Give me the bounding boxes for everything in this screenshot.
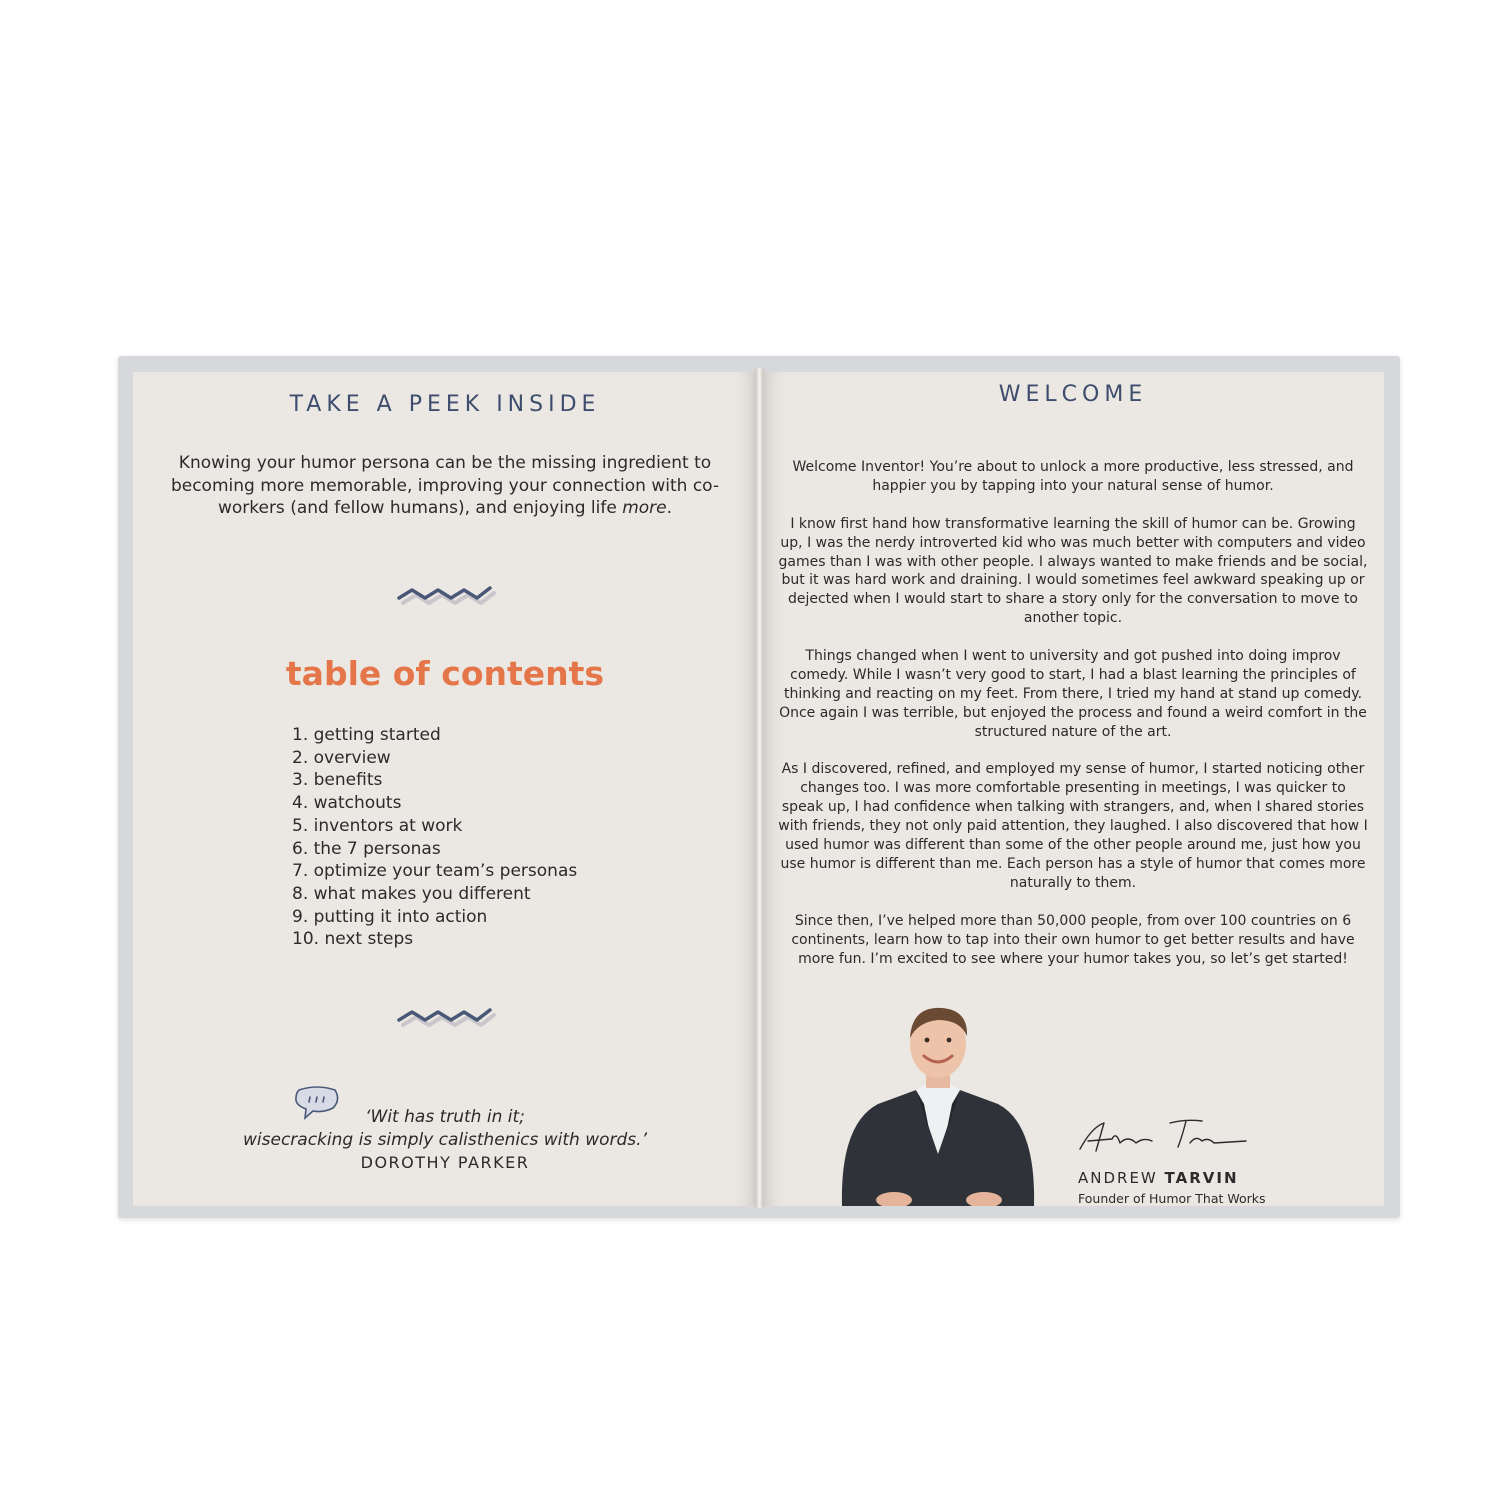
toc-item: 10. next steps xyxy=(292,929,414,950)
toc-item: 1. getting started xyxy=(292,725,441,745)
welcome-paragraph: As I discovered, refined, and employed my sense of humor, I started noticing other changes too. I was more comfortable presenting in meetings, I was quicker to speak up, I had confidence when talking with strangers, and, when I shared stories with friends, they not only paid attention, they laughed. I also discovered that how I used humor was different than some of the other people around me, just how you use humor is different than me. Each person has a style of humor that comes more naturally to them. xyxy=(778,761,1368,891)
welcome-paragraph: Things changed when I went to university and got pushed into doing improv comedy. While I wasn’t very good to start, I had a blast learning the principles of thinking and reacting on my feet. From there, I tried my hand at stand up comedy. Once again I was terrible, but enjoyed the process and found a weird comfort in the structured nature of the art. xyxy=(779,648,1367,740)
quote xyxy=(133,1106,757,1151)
right-page-heading: WELCOME xyxy=(998,382,1148,407)
author-photo xyxy=(838,1004,1038,1206)
welcome-paragraph: I know first hand how transformative learning the skill of humor can be. Growing up, I was the nerdy introverted kid who was much better with computers and video games than I was with other people. I always wanted to make friends and be social, but it was hard work and draining. I would sometimes feel awkward speaking up or dejected when I would start to share a story only for the conversation to move to another topic. xyxy=(778,515,1368,627)
welcome-paragraph: Since then, I’ve helped more than 50,000 people, from over 100 countries on 6 continents, learn how to tap into their own humor to get better results and have more fun. I’m excited to see where your humor takes you, so let’s get started! xyxy=(791,912,1355,967)
author-title: Founder of Humor That Works xyxy=(1078,1191,1266,1206)
toc-item: 7. optimize your team’s personas xyxy=(292,861,578,882)
quote-author: DOROTHY PARKER xyxy=(360,1153,530,1172)
toc-list xyxy=(292,724,577,951)
toc-item: 2. overview xyxy=(292,747,391,768)
quote-line: ‘Wit has truth in it; xyxy=(365,1107,525,1127)
author-last-name: TARVIN xyxy=(1164,1169,1239,1187)
intro-end: . xyxy=(666,498,673,518)
author-signature xyxy=(1078,1117,1248,1157)
welcome-paragraph: Welcome Inventor! You’re about to unlock a more productive, less stressed, and happier you by tapping into your natural sense of humor. xyxy=(792,459,1354,494)
author-first-name: ANDREW xyxy=(1078,1169,1158,1187)
intro-text: Knowing your humor persona can be the missing ingredient to becoming more memorable, improving your connection with co-workers (and fellow humans), and enjoying life xyxy=(170,453,720,518)
toc-item: 4. watchouts xyxy=(292,793,402,814)
author-name xyxy=(1078,1169,1239,1187)
toc-item: 5. inventors at work xyxy=(292,815,463,836)
toc-title: table of contents xyxy=(285,654,605,693)
toc-item: 9. putting it into action xyxy=(292,906,488,927)
left-page-heading: TAKE A PEEK INSIDE xyxy=(289,392,601,417)
toc-item: 3. benefits xyxy=(292,770,383,791)
intro-paragraph xyxy=(153,452,737,520)
squiggle-divider-top xyxy=(395,580,499,606)
quote-line: wisecracking is simply calisthenics with words.’ xyxy=(243,1129,647,1150)
left-page xyxy=(133,372,757,1206)
welcome-letter xyxy=(778,458,1368,987)
intro-emphasis: more xyxy=(622,498,667,518)
squiggle-divider-bottom xyxy=(395,1002,499,1028)
toc-item: 6. the 7 personas xyxy=(292,838,441,859)
toc-item: 8. what makes you different xyxy=(292,883,531,904)
right-page xyxy=(762,372,1384,1206)
